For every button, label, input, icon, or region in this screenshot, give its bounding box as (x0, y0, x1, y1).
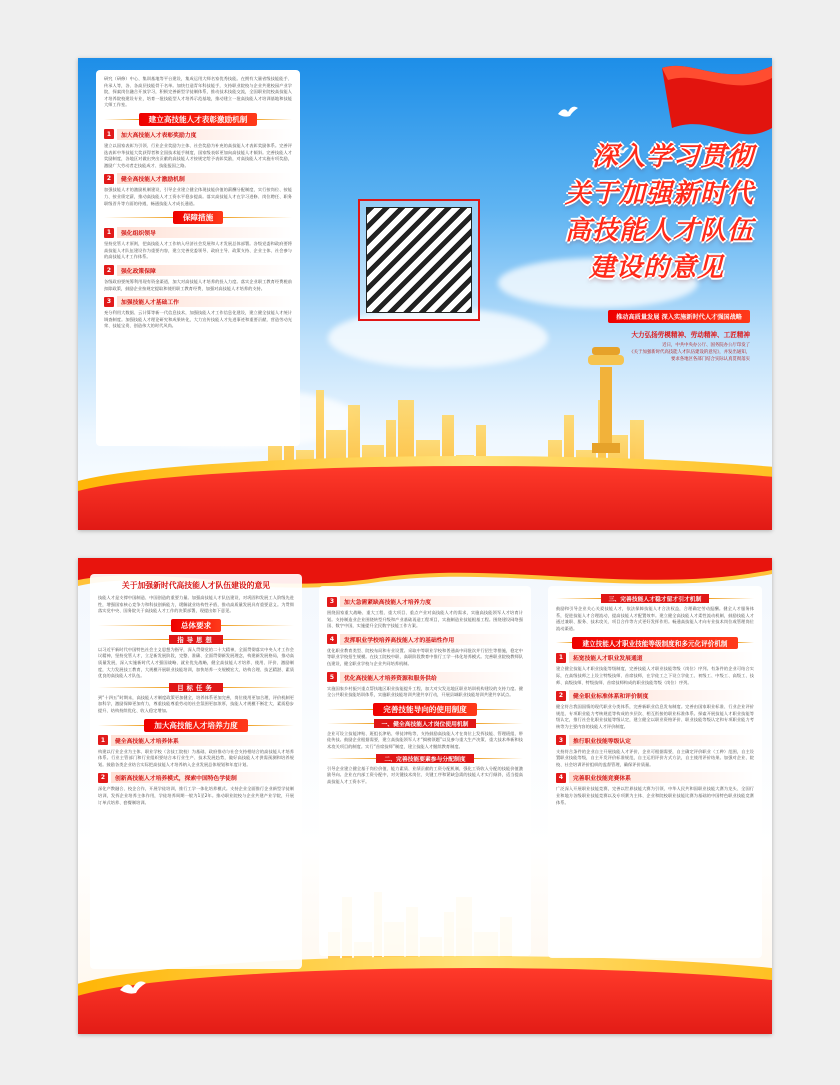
subsection-heading: 1 健全高技能人才培养体系 (98, 735, 294, 746)
panel-b3 (540, 558, 772, 1034)
subsection-heading: 3 加大急需紧缺高技能人才培养力度 (327, 596, 523, 607)
section-heading: 完善技能导向的使用制度 (327, 704, 523, 715)
text-card (319, 586, 531, 956)
text-card (96, 70, 300, 446)
body-paragraph: 到“十四五”时期末，高技能人才制度政策更加健全，培养体系更加完善，岗位使用更加合理，评价机制更加科学，激励保障更加有力，尊重技能尊重劳动的社会氛围更加浓厚，技能人才规模不断壮大、素质稳步提升、结构持续优化、收入稳定增加。 (98, 694, 294, 713)
cover-spirit: 大力弘扬劳模精神、劳动精神、工匠精神 (631, 331, 750, 339)
text-card (90, 574, 302, 969)
body-paragraph: 实施国家乡村振兴重点帮扶地区职业技能提升工程，加大对欠发达地区职业培训机构建设的支持力度。健全公共职业技能培训体系，实施职业技能培训共建共享行动，开展县域职业技能培训共建共享试点。 (327, 685, 523, 698)
cover-title-line: 关于加强新时代 (564, 179, 754, 209)
body-paragraph: 引导企业建立健全基于岗位价值、能力素质、业绩贡献的工资分配机制，强化工资收入分配的技能价值激励导向。企业在内部工资分配中，对关键技术岗位、关键工序和紧缺急需的技能人才实行倾斜，适当提高高技能人才工资水平。 (327, 765, 523, 784)
brochure-inner-side (78, 558, 772, 1034)
cover-subtitle-block (550, 304, 750, 363)
panel-a3-cover (540, 58, 772, 530)
subsection-heading: 5 优化高技能人才培养资源和服务供给 (327, 672, 523, 683)
subsection-heading: 2 强化政策保障 (104, 265, 292, 276)
sub-heading: 目标任务 (98, 683, 294, 692)
text-card (548, 586, 762, 958)
body-paragraph: 建立以国家表彰为引领、行业企业奖励为主体、社会奖励为补充的高技能人才表彰奖励体系。完善评选表彰中华技能大奖获得者和全国技术能手制度，国家级表彰更加向高技能人才倾斜。完善技能人才奖励制度，各地区对做出突出贡献的高技能人才按规定给予表彰奖励，对高技能人才实施专项奖励，激励广大劳动者走技能成才、技能报国之路。 (104, 142, 292, 168)
qr-placeholder-icon (366, 207, 472, 313)
huabiao-pillar-icon (582, 343, 630, 453)
panel-b2 (309, 558, 540, 1034)
section-heading: 建立高技能人才表彰激励机制 (104, 114, 292, 125)
intro-paragraph: 研究（研修）中心、集训基地等平台建设，集成运用大师名家优秀技能。在拥有大量省级技能能手、传承人等，各、各高层技能骨干名单。加快打造青年科技能手，支持职业院校与企业共建校园产业学院，探索岗位融合开放学习，积极完善新型学徒制体系，推动技术技能交流，全国职业院校高技能人才培养院校建设专业，培育一批技能型人才培养示范基地，推动建立一批高技能人才培训基地和技能大师工作室。 (104, 76, 292, 108)
subsection-heading: 4 完善职业技能竞赛体系 (556, 772, 754, 783)
subsection-heading: 2 健全高技能人才激励机制 (104, 173, 292, 184)
sub-heading: 一、健全高技能人才岗位使用机制 (327, 719, 523, 728)
sub-heading: 二、完善技能要素参与分配制度 (327, 754, 523, 763)
body-paragraph: 鼓励和引导企业关心关爱技能人才，依法保障技能人才合法权益，合理确定劳动报酬。健全人才服务体系，促进技能人才合理流动，提高技能人才配置效率。建立健全高技能人才柔性流动机制，鼓励技能人才通过兼职、服务、技术攻关、项目合作等方式更好发挥作用。畅通高技能人才向专业技术岗位或管理岗位流动渠道。 (556, 606, 754, 631)
body-paragraph: 以习近平新时代中国特色社会主义思想为指导，深入贯彻党的二十大精神，全面贯彻落实中央人才工作会议精神，坚持党管人才，立足新发展阶段，完整、准确、全面贯彻新发展理念，构建新发展格局，推动高质量发展，深入实施新时代人才强国战略、就业优先战略，健全高技能人才培养、使用、评价、激励制度，大力发展技工教育，大规模开展职业技能培训，加快培养一支规模宏大、结构合理、技艺精湛、素质优良的高技能人才队伍。 (98, 646, 294, 679)
body-paragraph: 构建以行业企业为主体、职业学校（含技工院校）为基础、政府推动与社会支持相结合的高技能人才培养体系。行业主管部门和行业组织要结合本行业生产、技术发展趋势，做好高技能人才供需预测和培养规划。鼓励各类企业结合实际把高技能人才培养纳入企业发展总体规划和年度计划。 (98, 748, 294, 767)
body-paragraph: 深化产教融合、校企合作，开展学徒培训，推行工学一体化培养模式。支持企业全面推行企业新型学徒制培训，发挥企业培养主体作用，学徒培养周期一般为1至2年。推动职业院校与企业共建产业学院，开展订单式培养、套餐制培训。 (98, 786, 294, 805)
cover-note: 近日，中共中央办公厅、国务院办公厅印发了 《关于加强新时代高技能人才队伍建设的意见》，并发出通知， 要求各地区各部门结合实际认真贯彻落实 (629, 343, 750, 362)
subsection-heading: 4 发挥职业学校培养高技能人才的基础性作用 (327, 634, 523, 645)
body-paragraph: 健全符合我国国情的现代职业分类体系，完善新职业信息发布制度。完善由国家职业标准、行业企业评价规范、专项职业能力考核规范等构成的多层次、相互衔接的职业标准体系。探索开展技能人才职业技能等级认定，推行社会化职业技能等级认定，建立健全以职业资格评价、职业技能等级认定和专项职业能力考核等为主要内容的技能人才评价制度。 (556, 704, 754, 729)
sub-heading: 三、完善技能人才稳才留才引才机制 (556, 593, 754, 603)
sub-heading: 指导思想 (98, 635, 294, 644)
cover-slogan: 推动高质量发展 深入实施新时代人才强国战略 (608, 310, 750, 323)
dove-icon (118, 978, 148, 998)
panel-a1 (78, 58, 309, 530)
qr-code-placeholder (358, 199, 480, 321)
body-paragraph: 企业可设立技能津贴、班组长津贴、带徒津贴等，支持鼓励高技能人才在岗位上发挥技能、管理班组、带徒传技。鼓励企业根据需要，建立高技能领军人才“揭榜领题”以及参与重大生产决策、重大技术革新和技术攻关项目的制度。实行“首席技师”制度，建立技能人才继续教育制度。 (327, 730, 523, 749)
cover-title-line: 建设的意见 (588, 253, 724, 283)
subsection-heading: 1 拓宽技能人才职业发展通道 (556, 652, 754, 663)
panel-b1 (78, 558, 309, 1034)
body-paragraph: 加强技能人才的激励机制建设，引导企业建立健全体现技能价值的薪酬分配制度，实行按岗位、按能力、按业绩定薪，推动高技能人才工资水平稳步提高。落实高技能人才在学习进修、岗位聘任、职务职级晋升等方面的待遇，畅通技能人才成长通道。 (104, 187, 292, 206)
cover-title (544, 136, 754, 284)
body-paragraph: 建立健全技能人才职业技能等级制度，完善技能人才职业技能等级（岗位）序列。有条件的企业可结合实际，在高级技师之上设立特级技师、首席技师，在学徒工之下设立学徒工、初级工、中级工、高级工、技师、高级技师、特级技师、首席技师构成的职业技能等级（岗位）序列。 (556, 666, 754, 685)
body-paragraph: 支持符合条件的企业自主开展技能人才评价，企业可根据需要，自主确定评价职业（工种）范围，自主设置职业技能等级，自主开发评价标准规范，自主运用评价方式方法，自主使用评价结果。加强对企业、院校、社会培训评价组织的监督管理，确保评价质量。 (556, 748, 754, 767)
body-paragraph: 坚持党管人才原则，把高技能人才工作纳入经济社会发展和人才发展总体部署。各级党委和政府要将高技能人才队伍建设作为重要内容，建立完善党委领导、政府主导、政策支持、企业主体、社会参与的高技能人才工作体系。 (104, 241, 292, 260)
body-paragraph: 广泛深入开展职业技能竞赛，完善以世界技能大赛为引领、中华人民共和国职业技能大赛为龙头、全国行业和地方各级职业技能竞赛以及专项赛为主体、企业和院校职业技能比赛为基础的中国特色职业技能竞赛体系。 (556, 786, 754, 805)
section-heading: 保障措施 (104, 212, 292, 223)
subsection-heading: 2 健全职业标准体系和评价制度 (556, 690, 754, 701)
panel-a2 (309, 58, 540, 530)
body-paragraph: 优化职业教育类型、院校布局和专业设置。采取中等职业学校和普通高中同批次并行招生等措施，稳定中等职业学校招生规模。在技工院校中职、高职阶段教育中推行工学一体化培养模式。完善职业院校教师队伍建设，健全职业学校与企业共同培养机制。 (327, 647, 523, 666)
body-paragraph: 各级政府要统筹利用现有资金渠道，加大对高技能人才培养的投入力度。落实企业职工教育经费税前扣除政策，鼓励企业按规定提取和使用职工教育经费，加强对高技能人才培养的支持。 (104, 278, 292, 291)
section-heading: 加大高技能人才培养力度 (98, 720, 294, 731)
body-paragraph: 充分利用大数据、云计算等新一代信息技术，加强技能人才工作信息化建设，建立健全技能人才统计调查制度。加强技能人才理论研究和成果转化，大力宣传技能人才先进事迹和重要贡献，营造劳动光荣、技能宝贵、创造伟大的时代风尚。 (104, 310, 292, 329)
brochure-outer-side (78, 58, 772, 530)
cover-title-line: 深入学习贯彻 (591, 142, 754, 172)
subsection-heading: 2 创新高技能人才培养模式，探索中国特色学徒制 (98, 772, 294, 783)
subsection-heading: 3 加强技能人才基础工作 (104, 296, 292, 307)
section-heading: 建立技能人才职业技能等级制度和多元化评价机制 (556, 637, 754, 648)
subsection-heading: 3 推行职业技能等级认定 (556, 735, 754, 746)
subsection-heading: 1 加大高技能人才表彰奖励力度 (104, 129, 292, 140)
subsection-heading: 1 强化组织领导 (104, 227, 292, 238)
body-paragraph: 围绕国家重大战略、重大工程、重大项目、重点产业对高技能人才的需求，实施高技能领军人才培育计划。支持制造业企业围绕转型升级和产业基础再造工程项目，实施制造业技能根基工程。围绕建设网络强国、数字中国，实施提升全民数字技能工作方案。 (327, 610, 523, 629)
cover-title-line: 高技能人才队伍 (564, 216, 754, 246)
section-heading: 总体要求 (98, 620, 294, 631)
intro-paragraph: 技能人才是支撑中国制造、中国创造的重要力量。加强高技能人才队伍建设，对巩固和发展工人阶级先进性，增强国家核心竞争力和科技创新能力，缓解就业结构性矛盾，推动高质量发展具有重要意义。为贯彻落实党中央、国务院关于高技能人才工作的决策部署，现提出如下意见。 (98, 595, 294, 614)
panel-heading: 关于加强新时代高技能人才队伍建设的意见 (121, 581, 271, 590)
